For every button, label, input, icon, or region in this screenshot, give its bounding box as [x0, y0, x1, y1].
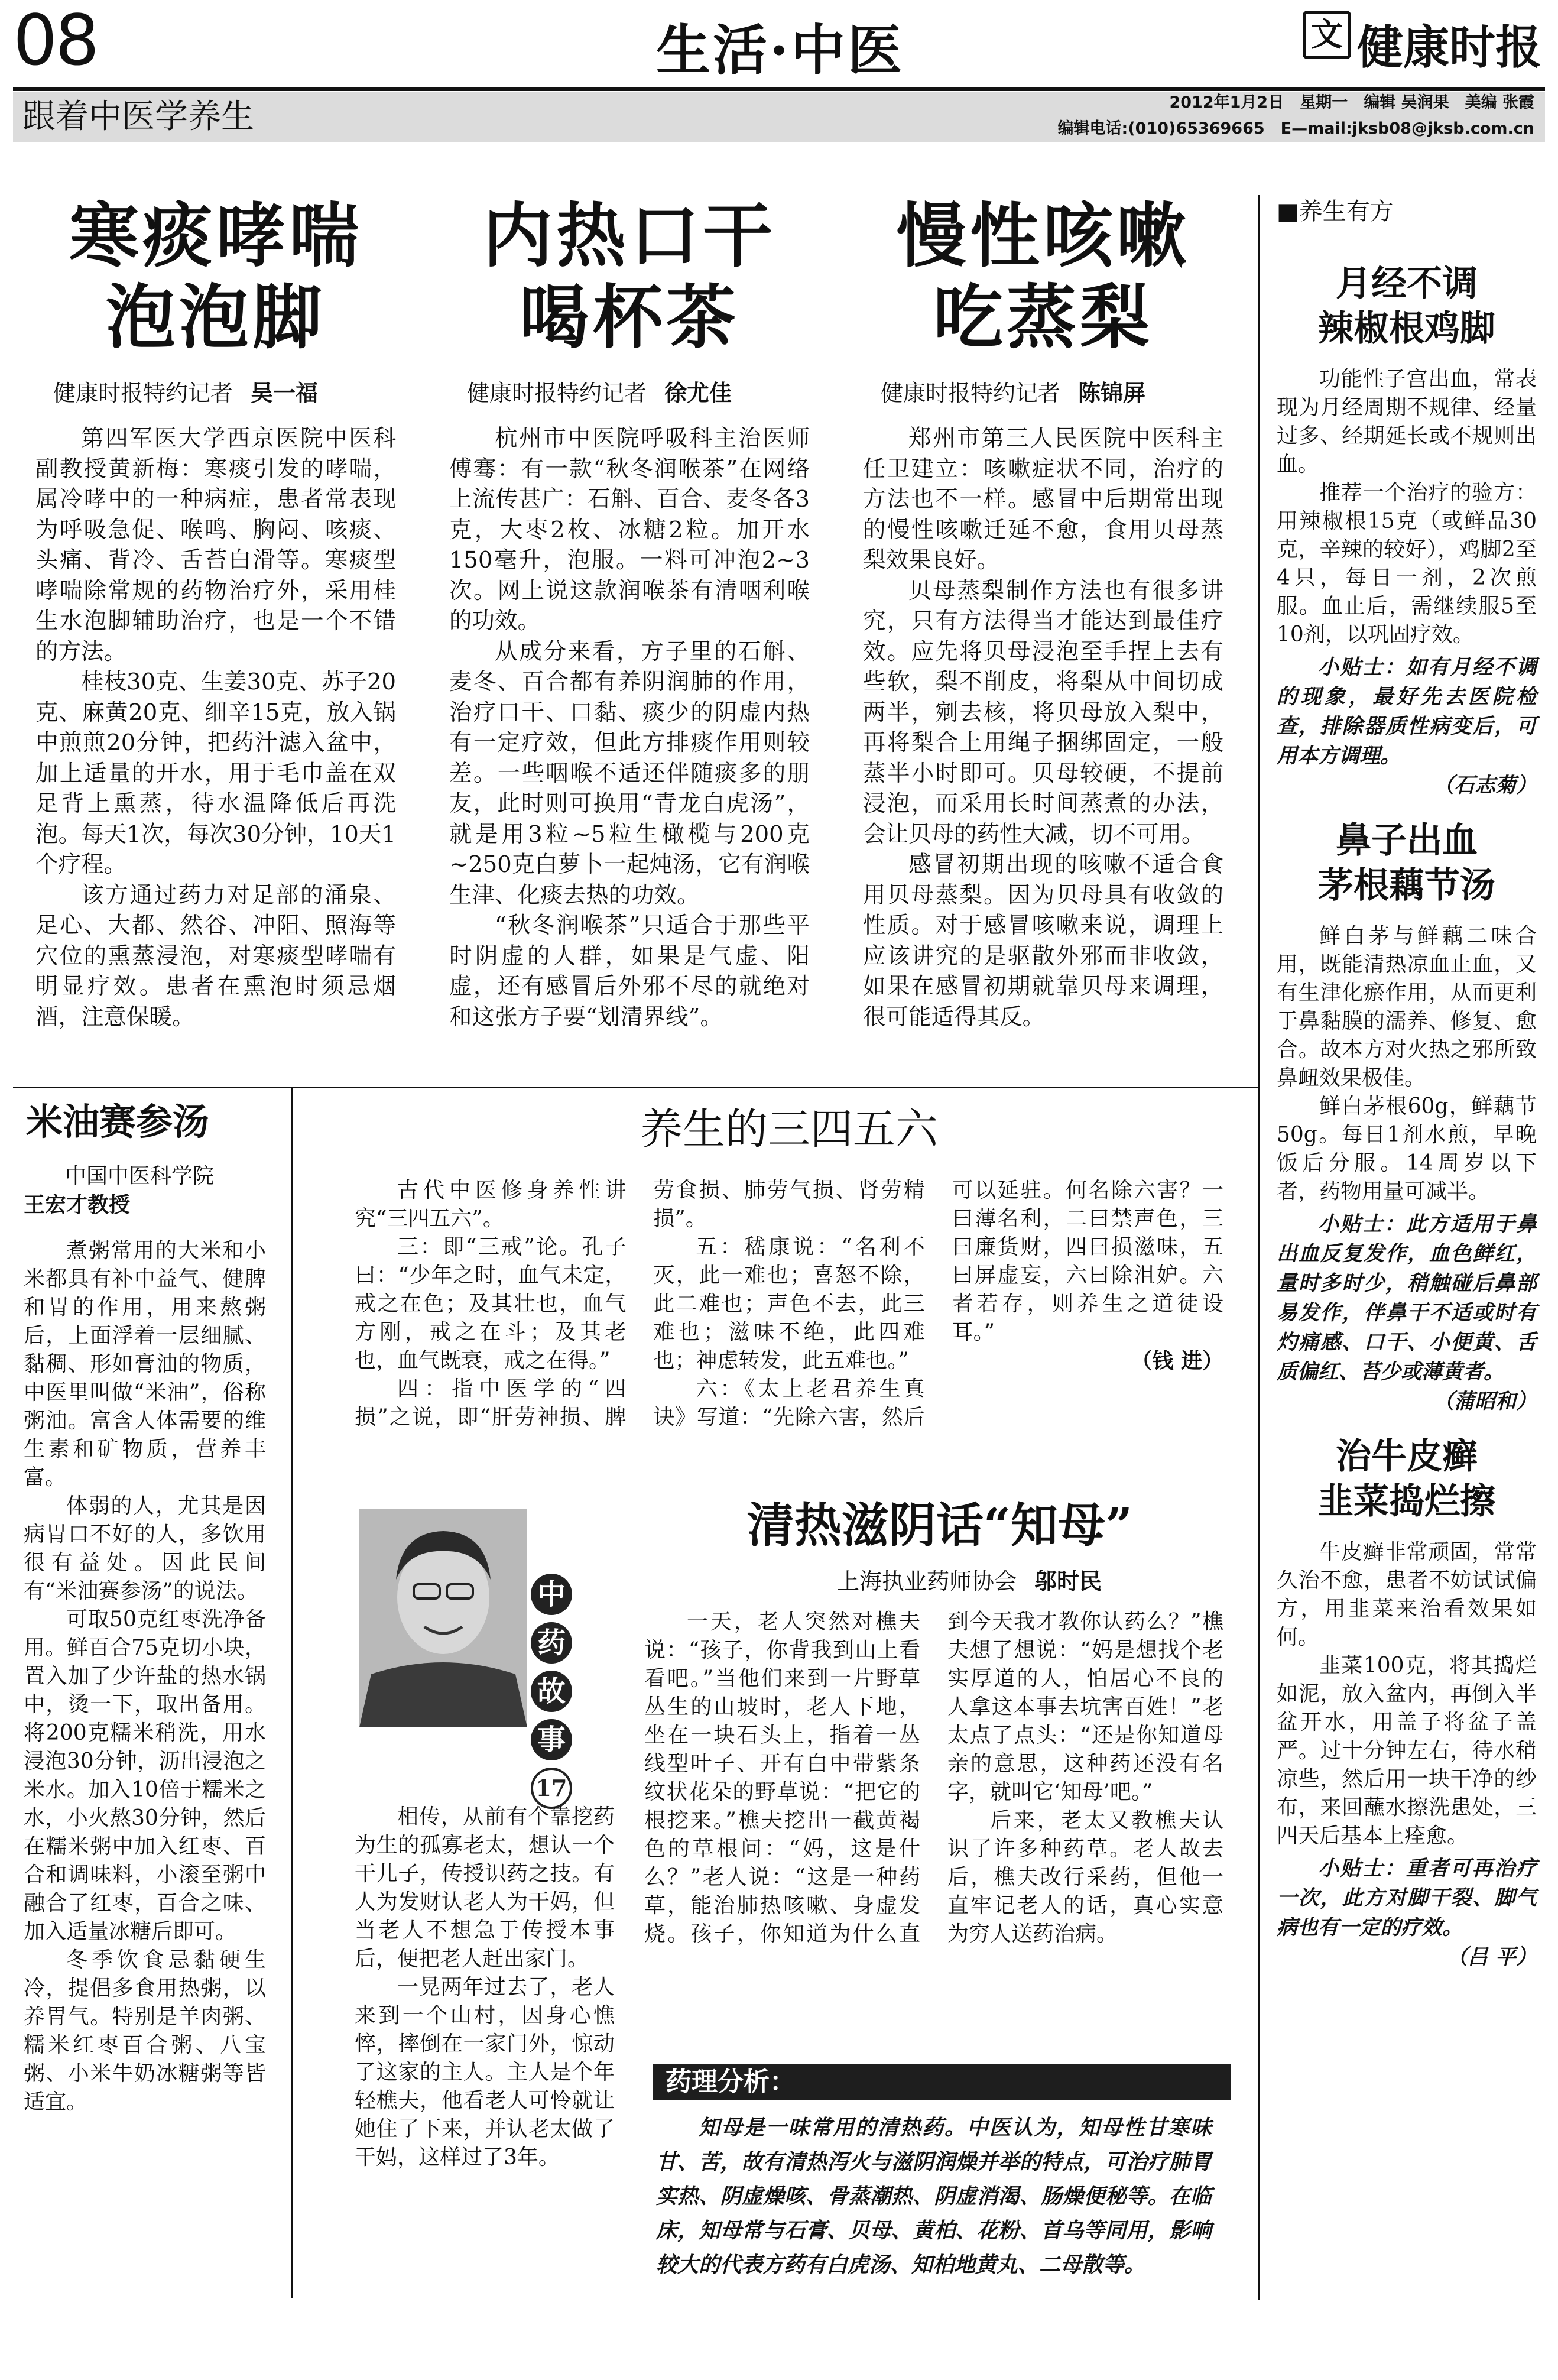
article-cold-asthma — [35, 195, 396, 1032]
title-line-1: 内热口干 — [482, 194, 776, 277]
author-photo — [359, 1509, 527, 1727]
byline-label: 健康时报特约记者 — [881, 380, 1061, 406]
author: 王宏才教授 — [24, 1192, 131, 1217]
zhimu-story-right — [644, 1608, 1223, 2063]
byline-label: 上海执业药师协会 — [836, 1568, 1017, 1594]
paragraph: 后来，老太又教樵夫认识了许多种药草。老人故去后，樵夫改行采药，但他一直牢记老人的话，真心实意为穷人送药治病。 — [947, 1808, 1223, 1946]
article-rice-soup — [24, 1098, 266, 2116]
paragraph: 相传，从前有个靠挖药为生的孤寡老太，想认一个干儿子，传授识药之技。有人为发财认老人为干妈，但当老人不想急于传授本事后，便把老人赶出家门。 — [355, 1805, 615, 1971]
article-chronic-cough — [863, 195, 1223, 1032]
author: （钱 进） — [1131, 1348, 1223, 1373]
title-line-1: 寒痰哮喘 — [69, 194, 362, 277]
article-title: 养生的三四五六 — [640, 1104, 938, 1154]
reporter: 陈锦屏 — [1078, 380, 1146, 406]
byline — [881, 378, 1223, 408]
tag-char: 事 — [531, 1719, 572, 1760]
section-divider — [291, 1087, 1258, 1088]
byline-label: 健康时报特约记者 — [53, 380, 233, 406]
section-divider — [13, 1087, 291, 1088]
author: （石志菊） — [1433, 773, 1537, 797]
title-line-2: 韭菜捣烂擦 — [1318, 1481, 1495, 1522]
paragraph: 冬季饮食忌黏硬生冷，提倡多食用热粥，以养胃气。特别是羊肉粥、糯米红枣百合粥、八宝粥、小米牛奶冰糖粥等皆适宜。 — [24, 1948, 266, 2114]
tag-char: 中 — [531, 1574, 572, 1615]
paragraph: 煮粥常用的大米和小米都具有补中益气、健脾和胃的作用，用来熬粥后，上面浮着一层细腻、黏稠、形如膏油的物质，中医里叫做“米油”，俗称粥油。富含人体需要的维生素和矿物质，营养丰富。 — [24, 1238, 266, 1490]
paragraph: 三：即“三戒”论。孔子曰：“少年之时，血气未定，戒之在色；及其壮也，血气方刚，戒之在斗；及其老也，血气既衰，戒之在得。” — [355, 1235, 627, 1373]
byline — [53, 378, 396, 408]
paragraph: 一天，老人突然对樵夫说：“孩子，你背我到山上看看吧。”当他们来到一片野草丛生的山坡时，老人下地，坐在一块石头上，指着一丛线型叶子、开有白中带紫条纹状花朵的野草说：“把它的根挖来。”樵夫挖出一截黄褐色的草根问：“妈，这是什么？”老人说：“这是一种药草，能治肺热咳嗽、身虚发烧。孩子，你知道为什么直到今天我才教你认药么？”樵夫想了想说：“妈是想找个老实厚道的人，怕居心不良的人拿这本事去坑害百姓！”老太点了点头：“还是你知道母亲的意思，这种药还没有名字，就叫它‘知母’吧。” — [644, 1610, 1223, 1946]
author: 邬时民 — [1034, 1568, 1102, 1594]
paragraph: 可取50克红枣洗净备用。鲜百合75克切小块，置入加了少许盐的热水锅中，烫一下，取出备用。将200克糯米稍洗，用水浸泡30分钟，沥出浸泡之米水。加入10倍于糯米之水，小火熬30分钟，然后在糯米粥中加入红枣、百合和调味料，小滚至粥中融合了红枣，百合之味、加入适量冰糖后即可。 — [24, 1607, 266, 1944]
section-title: 生活·中医 — [656, 18, 905, 82]
paragraph: 从成分来看，方子里的石斛、麦冬、百合都有养阴润肺的作用，治疗口干、口黏、痰少的阴虚内热有一定疗效，但此方排痰作用则较差。一些咽喉不适还伴随痰多的朋友，此时则可换用“青龙白虎汤”，就是用3粒~5粒生橄榄与200克~250克白萝卜一起炖汤，它有润喉生津、化痰去热的功效。 — [449, 638, 810, 909]
tag-char: 故 — [531, 1671, 572, 1712]
date-line: 2012年1月2日 星期一 编辑 吴润果 美编 张霞 — [1169, 93, 1534, 112]
sidebar-item-body — [1277, 1538, 1537, 1850]
sidebar-item-title — [1277, 261, 1537, 351]
zhimu-story-left — [355, 1803, 615, 2172]
paragraph: “秋冬润喉茶”只适合于那些平时阴虚的人群，如果是气虚、阳虚，还有感冒后外邪不尽的就绝对和这张方子要“划清界线”。 — [449, 912, 810, 1030]
tag-number: 17 — [531, 1768, 572, 1809]
title-line-1: 治牛皮癣 — [1336, 1436, 1478, 1477]
title-line-2: 喝杯茶 — [519, 276, 739, 358]
title-line-1: 慢性咳嗽 — [896, 194, 1190, 277]
organization: 中国中医科学院 — [65, 1164, 215, 1188]
byline — [467, 378, 810, 408]
author: （吕 平） — [1446, 1945, 1537, 1969]
article-title — [35, 195, 396, 358]
paragraph: 郑州市第三人民医院中医科主任卫建立：咳嗽症状不同，治疗的方法也不一样。感冒中后期常出现的慢性咳嗽迁延不愈，食用贝母蒸梨效果良好。 — [863, 425, 1223, 573]
paragraph: 一晃两年过去了，老人来到一个山村，因身心憔悴，摔倒在一家门外，惊动了这家的主人。主人是个年轻樵夫，他看老人可怜就让她住了下来，并认老太做了干妈，这样过了3年。 — [355, 1975, 615, 2170]
sidebar-item-title — [1277, 1434, 1537, 1524]
analysis-heading: 药理分析： — [653, 2064, 1231, 2100]
paragraph: 六：《太上老君养生真诀》写道：“先除六害，然后可以延驻。何名除六害？一曰薄名利，二曰禁声色，三曰廉货财，四曰损滋味，五曰屏虚妄，六曰除沮妒。六者若存，则养生之道徒设耳。” — [653, 1178, 1223, 1429]
article-body — [35, 423, 396, 1032]
sidebar-heading: ■养生有方 — [1277, 198, 1394, 225]
article-title — [863, 195, 1223, 358]
paragraph: 第四军医大学西京医院中医科副教授黄新梅：寒痰引发的哮喘，属冷哮中的一种病症，患者常表现为呼吸急促、喉鸣、胸闷、咳痰、头痛、背冷、舌苔白滑等。寒痰型哮喘除常规的药物治疗外，采用桂生水泡脚辅助治疗，也是一个不错的方法。 — [35, 425, 396, 665]
sidebar-item-title — [1277, 818, 1537, 908]
byline-label: 健康时报特约记者 — [467, 380, 647, 406]
paragraph: 桂枝30克、生姜30克、苏子20克、麻黄20克、细辛15克，放入锅中煎煎20分钟，把药汁滤入盆中，加上适量的开水，用于毛巾盖在双足背上熏蒸，待水温降低后再洗泡。每天1次，每次30分钟，10天1个疗程。 — [35, 669, 396, 878]
editor-info — [1058, 90, 1534, 142]
reporter: 吴一福 — [251, 380, 319, 406]
paragraph: 杭州市中医院呼吸科主治医师傅骞：有一款“秋冬润喉茶”在网络上流传甚广：石斛、百合、麦冬各3克，大枣2枚、冰糖2粒。加开水150毫升，泡服。一料可冲泡2~3次。网上说这款润喉茶有清咽利喉的功效。 — [449, 425, 810, 634]
analysis-body: 知母是一味常用的清热药。中医认为，知母性甘寒味甘、苦，故有清热泻火与滋阴润燥并举的特点，可治疗肺胃实热、阴虚燥咳、骨蒸潮热、阴虚消渴、肠燥便秘等。在临床，知母常与石膏、贝母、黄柏、花粉、首乌等同用，影响较大的代表方药有白虎汤、知柏地黄丸、二母散等。 — [656, 2115, 1212, 2277]
column-name: 跟着中医学养生 — [22, 98, 254, 136]
article-body — [449, 423, 810, 1032]
page-number: 08 — [13, 0, 98, 81]
paragraph: 鲜白茅根60g，鲜藕节50g。每日1剂水煎，早晚饭后分服。14周岁以下者，药物用量可减半。 — [1277, 1094, 1537, 1204]
masthead-logo-mark: 文 — [1303, 11, 1351, 59]
article-body — [863, 423, 1223, 1032]
article-title: 米油赛参汤 — [26, 1100, 210, 1143]
article-body — [355, 1176, 1223, 1432]
tip: 小贴士：如有月经不调的现象，最好先去医院检查，排除器质性病变后，可用本方调理。 — [1277, 655, 1537, 768]
paragraph: 推荐一个治疗的验方：用辣椒根15克（或鲜品30克，辛辣的较好），鸡脚2至4只，每日一剂，2次煎服。血止后，需继续服5至10剂，以巩固疗效。 — [1277, 481, 1537, 647]
title-line-2: 茅根藕节汤 — [1318, 865, 1495, 906]
zhimu-title-block — [644, 1496, 1235, 1596]
paragraph: 五：嵇康说：“名利不灭，此一难也；喜怒不除，此二难也；声色不去，此三难也；滋味不绝，此四难也；神虑转发，此五难也。” — [653, 1235, 925, 1373]
title-line-1: 鼻子出血 — [1336, 820, 1478, 861]
tip: 小贴士：此方适用于鼻出血反复发作，血色鲜红，量时多时少，稍触碰后鼻部易发作，伴鼻干不适或时有灼痛感、口干、小便黄、舌质偏红、苔少或薄黄者。 — [1277, 1212, 1537, 1384]
sidebar — [1277, 195, 1537, 1972]
paragraph: 韭菜100克，将其捣烂如泥，放入盆内，再倒入半盆开水，用盖子将盆子盖严。过十分钟左右，待水稍凉些，然后用一块干净的纱布，来回蘸水擦洗患处，三四天后基本上痊愈。 — [1277, 1653, 1537, 1848]
article-three-four-five-six — [355, 1100, 1223, 1432]
reporter: 徐尤佳 — [664, 380, 732, 406]
series-tag — [531, 1574, 572, 1816]
paragraph: 古代中医修身养性讲究“三四五六”。 — [355, 1178, 627, 1231]
paragraph: 贝母蒸梨制作方法也有很多讲究，只有方法得当才能达到最佳疗效。应先将贝母浸泡至手捏上去有些软，梨不削皮，将梨从中间切成两半，剜去核，将贝母放入梨中，再将梨合上用绳子捆绑固定，一般蒸半小时即可。贝母较硬，不提前浸泡，而采用长时间蒸煮的办法，会让贝母的药性大减，切不可用。 — [863, 577, 1223, 848]
sidebar-item-body — [1277, 365, 1537, 649]
paragraph: 体弱的人，尤其是因病胃口不好的人，多饮用很有益处。因此民间有“米油赛参汤”的说法。 — [24, 1494, 266, 1603]
paragraph: 四：指中医学的“四损”之说，即“肝劳神损、脾劳食损、肺劳气损、肾劳精损”。 — [355, 1178, 925, 1429]
column-divider — [291, 1087, 293, 2298]
title-line-1: 月经不调 — [1336, 263, 1478, 304]
sidebar-item-body — [1277, 922, 1537, 1206]
author: （蒲昭和） — [1433, 1389, 1537, 1413]
masthead — [1303, 11, 1541, 77]
paragraph: 功能性子宫出血，常表现为月经周期不规律、经量过多、经期延长或不规则出血。 — [1277, 367, 1537, 476]
sidebar-divider — [1258, 195, 1260, 2300]
article-title — [449, 195, 810, 358]
tip: 小贴士：重者可再治疗一次，此方对脚干裂、脚气病也有一定的疗效。 — [1277, 1856, 1537, 1940]
contact-line: 编辑电话:(010)65369665 E—mail:jksb08@jksb.com.cn — [1057, 119, 1534, 138]
paragraph: 鲜白茅与鲜藕二味合用，既能清热凉血止血，又有生津化瘀作用，从而更利于鼻黏膜的濡养、修复、愈合。故本方对火热之邪所致鼻衄效果极佳。 — [1277, 924, 1537, 1090]
paragraph: 牛皮癣非常顽固，常常久治不愈，患者不妨试试偏方，用韭菜来治看效果如何。 — [1277, 1540, 1537, 1649]
portrait-illustration — [359, 1509, 527, 1727]
masthead-name: 健康时报 — [1356, 21, 1541, 74]
title-line-2: 泡泡脚 — [105, 276, 326, 358]
article-title: 清热滋阴话“知母” — [746, 1497, 1133, 1553]
article-inner-heat — [449, 195, 810, 1032]
byline — [703, 1567, 1235, 1596]
article-body — [24, 1237, 266, 2116]
paragraph: 感冒初期出现的咳嗽不适合食用贝母蒸梨。因为贝母具有收敛的性质。对于感冒咳嗽来说，调理上应该讲究的是驱散外邪而非收敛，如果在感冒初期就靠贝母来调理，很可能适得其反。 — [863, 851, 1223, 1030]
paragraph: 该方通过药力对足部的涌泉、足心、大都、然谷、冲阳、照海等穴位的熏蒸浸泡，对寒痰型哮喘有明显疗效。患者在熏泡时须忌烟酒，注意保暖。 — [35, 881, 396, 1030]
title-line-2: 辣椒根鸡脚 — [1318, 308, 1495, 349]
tag-char: 药 — [531, 1622, 572, 1664]
title-line-2: 吃蒸梨 — [933, 276, 1153, 358]
